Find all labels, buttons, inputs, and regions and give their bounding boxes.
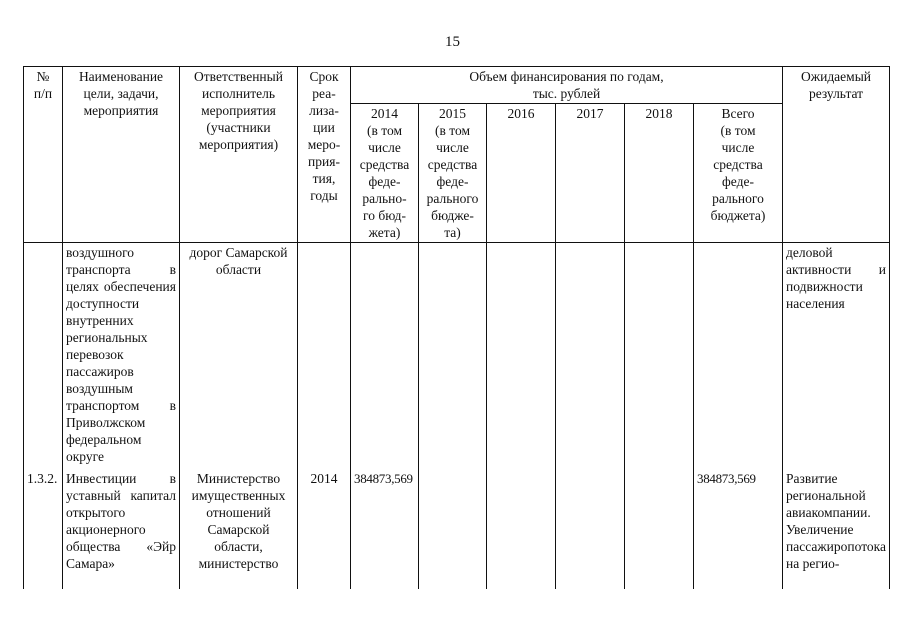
- header-year-2015: 2015 (в том числе средства феде- рального бюдже- та): [419, 104, 487, 243]
- header-row-top: [24, 67, 890, 104]
- cell-2018: [625, 466, 694, 589]
- program-activities-table: [23, 66, 890, 589]
- cell-2017: [556, 466, 625, 589]
- cell-name: Инвестиции в уставный капитал открытого акционерного общества «Эйр Самара»: [63, 466, 180, 589]
- cell-term: 2014: [298, 466, 351, 589]
- header-num: № п/п: [24, 67, 63, 243]
- cell-2018: [625, 243, 694, 467]
- cell-total: [694, 243, 783, 467]
- header-result: Ожидаемый результат: [783, 67, 890, 243]
- table-row: [24, 466, 890, 589]
- cell-num: 1.3.2.: [24, 466, 63, 589]
- header-responsible: Ответственный исполнитель мероприятия (участники мероприятия): [180, 67, 298, 243]
- cell-2015: [419, 243, 487, 467]
- cell-2017: [556, 243, 625, 467]
- cell-responsible: Министерство имущественных отношений Самарской области, министерство: [180, 466, 298, 589]
- table-row: [24, 243, 890, 467]
- cell-2015: [419, 466, 487, 589]
- cell-2014: [351, 243, 419, 467]
- header-name: Наименование цели, задачи, мероприятия: [63, 67, 180, 243]
- cell-result: Развитие региональной авиакомпании. Увеличение пассажиропотока на регио-: [783, 466, 890, 589]
- cell-2016: [487, 243, 556, 467]
- cell-num: [24, 243, 63, 467]
- header-total: Всего (в том числе средства феде- рального бюджета): [694, 104, 783, 243]
- cell-name: воздушного транспорта в целях обеспечения доступности внутренних региональных перевозок пассажиров воздушным транспортом в Приволжском федеральном округе: [63, 243, 180, 467]
- header-term: Срок реа- лиза- ции меро- прия- тия, годы: [298, 67, 351, 243]
- cell-total: 384873,569: [694, 466, 783, 589]
- cell-result: деловой активности и подвижности населения: [783, 243, 890, 467]
- header-year-2018: 2018: [625, 104, 694, 243]
- header-year-2016: 2016: [487, 104, 556, 243]
- header-year-2017: 2017: [556, 104, 625, 243]
- header-year-2014: 2014 (в том числе средства феде- рально- го бюд- жета): [351, 104, 419, 243]
- cell-2016: [487, 466, 556, 589]
- cell-responsible: дорог Самарской области: [180, 243, 298, 467]
- header-funding: Объем финансирования по годам, тыс. рублей: [351, 67, 783, 104]
- page-number: 15: [445, 34, 460, 50]
- cell-2014: 384873,569: [351, 466, 419, 589]
- cell-term: [298, 243, 351, 467]
